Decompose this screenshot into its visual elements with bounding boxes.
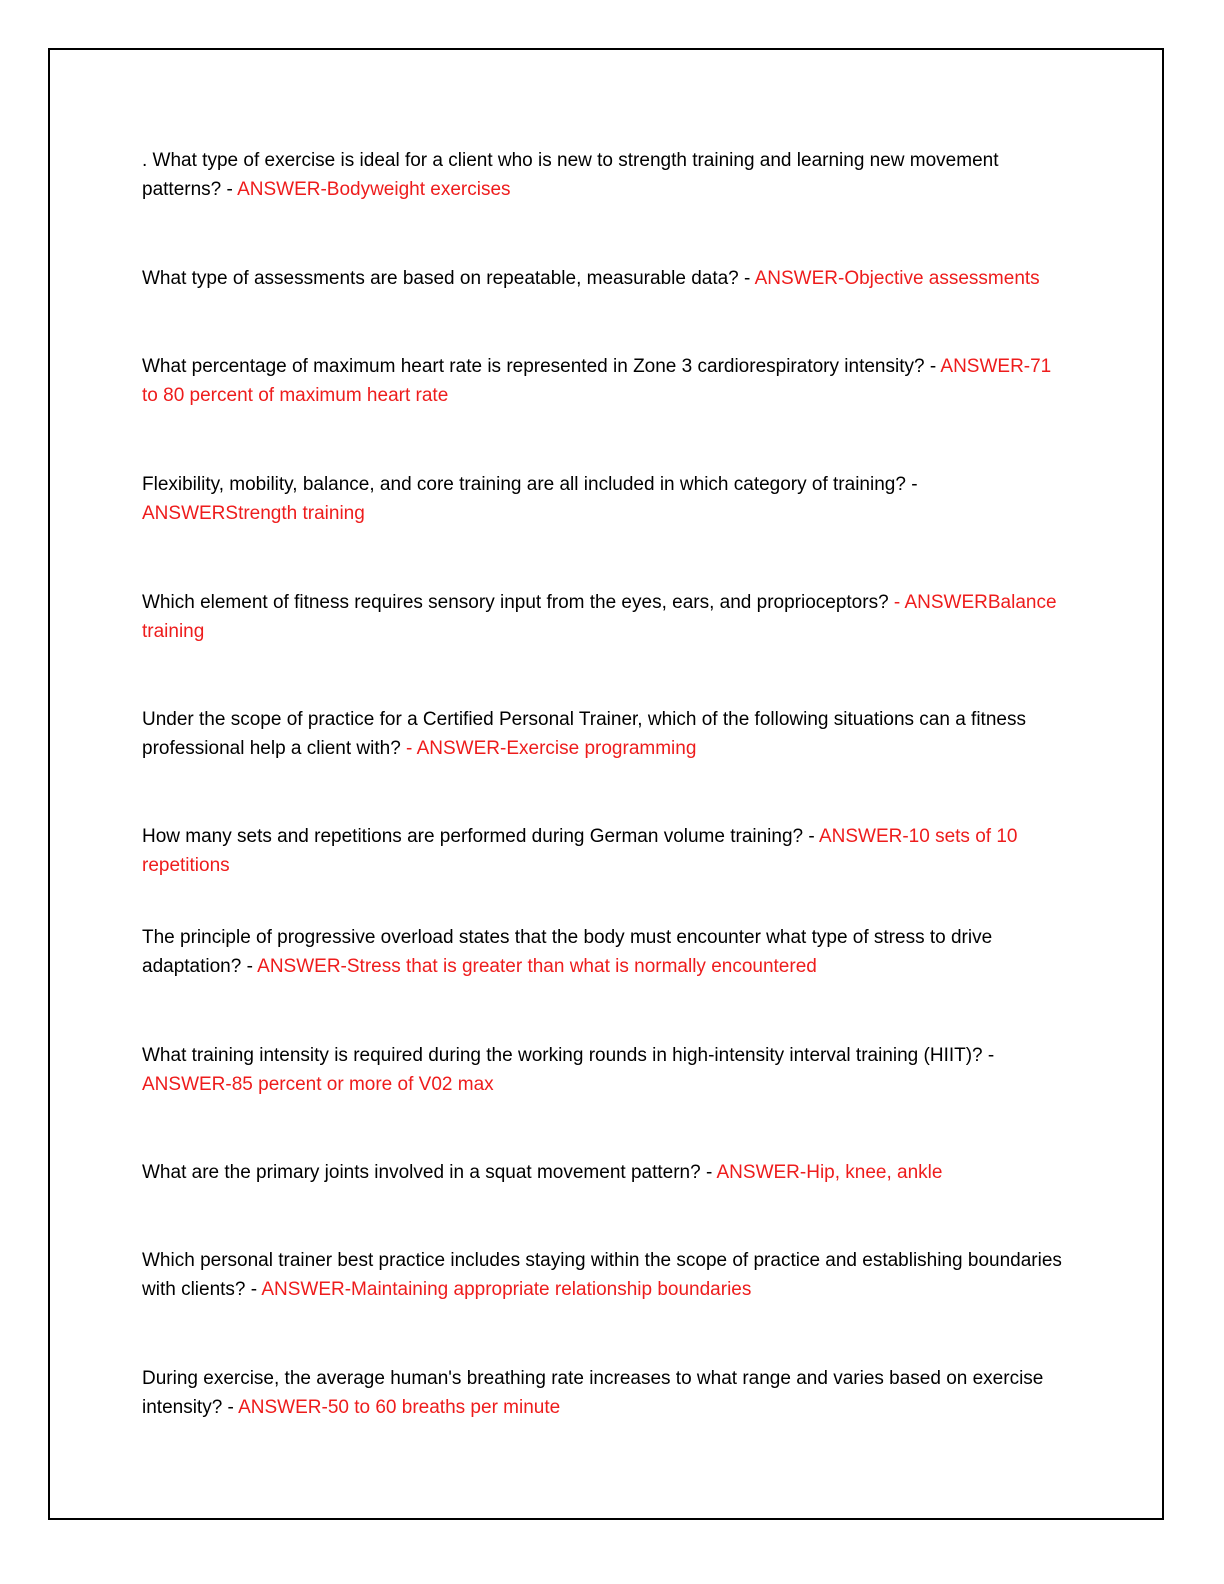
- answer-text: ANSWER-Maintaining appropriate relationship boundaries: [261, 1279, 752, 1300]
- answer-text: ANSWER-Hip, knee, ankle: [716, 1162, 943, 1183]
- question-text: Which personal trainer best practice includes staying within the scope of practice and establishing boundaries with clients? -: [142, 1250, 1062, 1300]
- qa-item: [142, 264, 1072, 293]
- answer-text: - ANSWERBalance training: [142, 592, 1057, 642]
- qa-item: [142, 822, 1072, 880]
- question-text: What training intensity is required during the working rounds in high-intensity interval training (HIIT)? -: [142, 1045, 995, 1066]
- question-text: Under the scope of practice for a Certified Personal Trainer, which of the following situations can a fitness professional help a client with?: [142, 709, 1026, 759]
- question-text: What are the primary joints involved in a squat movement pattern? -: [142, 1162, 717, 1183]
- question-text: What type of assessments are based on repeatable, measurable data? -: [142, 268, 755, 289]
- answer-text: ANSWER-50 to 60 breaths per minute: [238, 1397, 561, 1418]
- qa-item: [142, 1041, 1072, 1099]
- qa-item: [142, 923, 1072, 981]
- answer-text: - ANSWER-Exercise programming: [406, 738, 697, 759]
- qa-item: [142, 588, 1072, 646]
- answer-text: ANSWER-85 percent or more of V02 max: [142, 1074, 494, 1095]
- question-text: . What type of exercise is ideal for a client who is new to strength training and learning new movement patterns? -: [142, 150, 999, 200]
- answer-text: ANSWERStrength training: [142, 503, 365, 524]
- question-text: The principle of progressive overload states that the body must encounter what type of stress to drive adaptation? -: [142, 927, 993, 977]
- qa-item: [142, 352, 1072, 410]
- qa-item: [142, 1246, 1072, 1304]
- answer-text: ANSWER-Bodyweight exercises: [237, 179, 511, 200]
- question-text: Which element of fitness requires sensory input from the eyes, ears, and proprioceptors?: [142, 592, 894, 613]
- question-text: During exercise, the average human's breathing rate increases to what range and varies based on exercise intensity? -: [142, 1368, 1044, 1418]
- qa-item: [142, 1158, 1072, 1187]
- question-text: How many sets and repetitions are performed during German volume training? -: [142, 826, 819, 847]
- qa-item: [142, 146, 1072, 204]
- answer-text: ANSWER-71 to 80 percent of maximum heart rate: [142, 356, 1052, 406]
- question-text: Flexibility, mobility, balance, and core training are all included in which category of training? -: [142, 474, 918, 495]
- question-text: What percentage of maximum heart rate is represented in Zone 3 cardiorespiratory intensity? -: [142, 356, 941, 377]
- answer-text: ANSWER-Stress that is greater than what is normally encountered: [257, 956, 817, 977]
- answer-text: ANSWER-Objective assessments: [754, 268, 1040, 289]
- qa-item: [142, 470, 1072, 528]
- answer-text: ANSWER-10 sets of 10 repetitions: [142, 826, 1018, 876]
- qa-item: [142, 705, 1072, 763]
- qa-item: [142, 1364, 1072, 1422]
